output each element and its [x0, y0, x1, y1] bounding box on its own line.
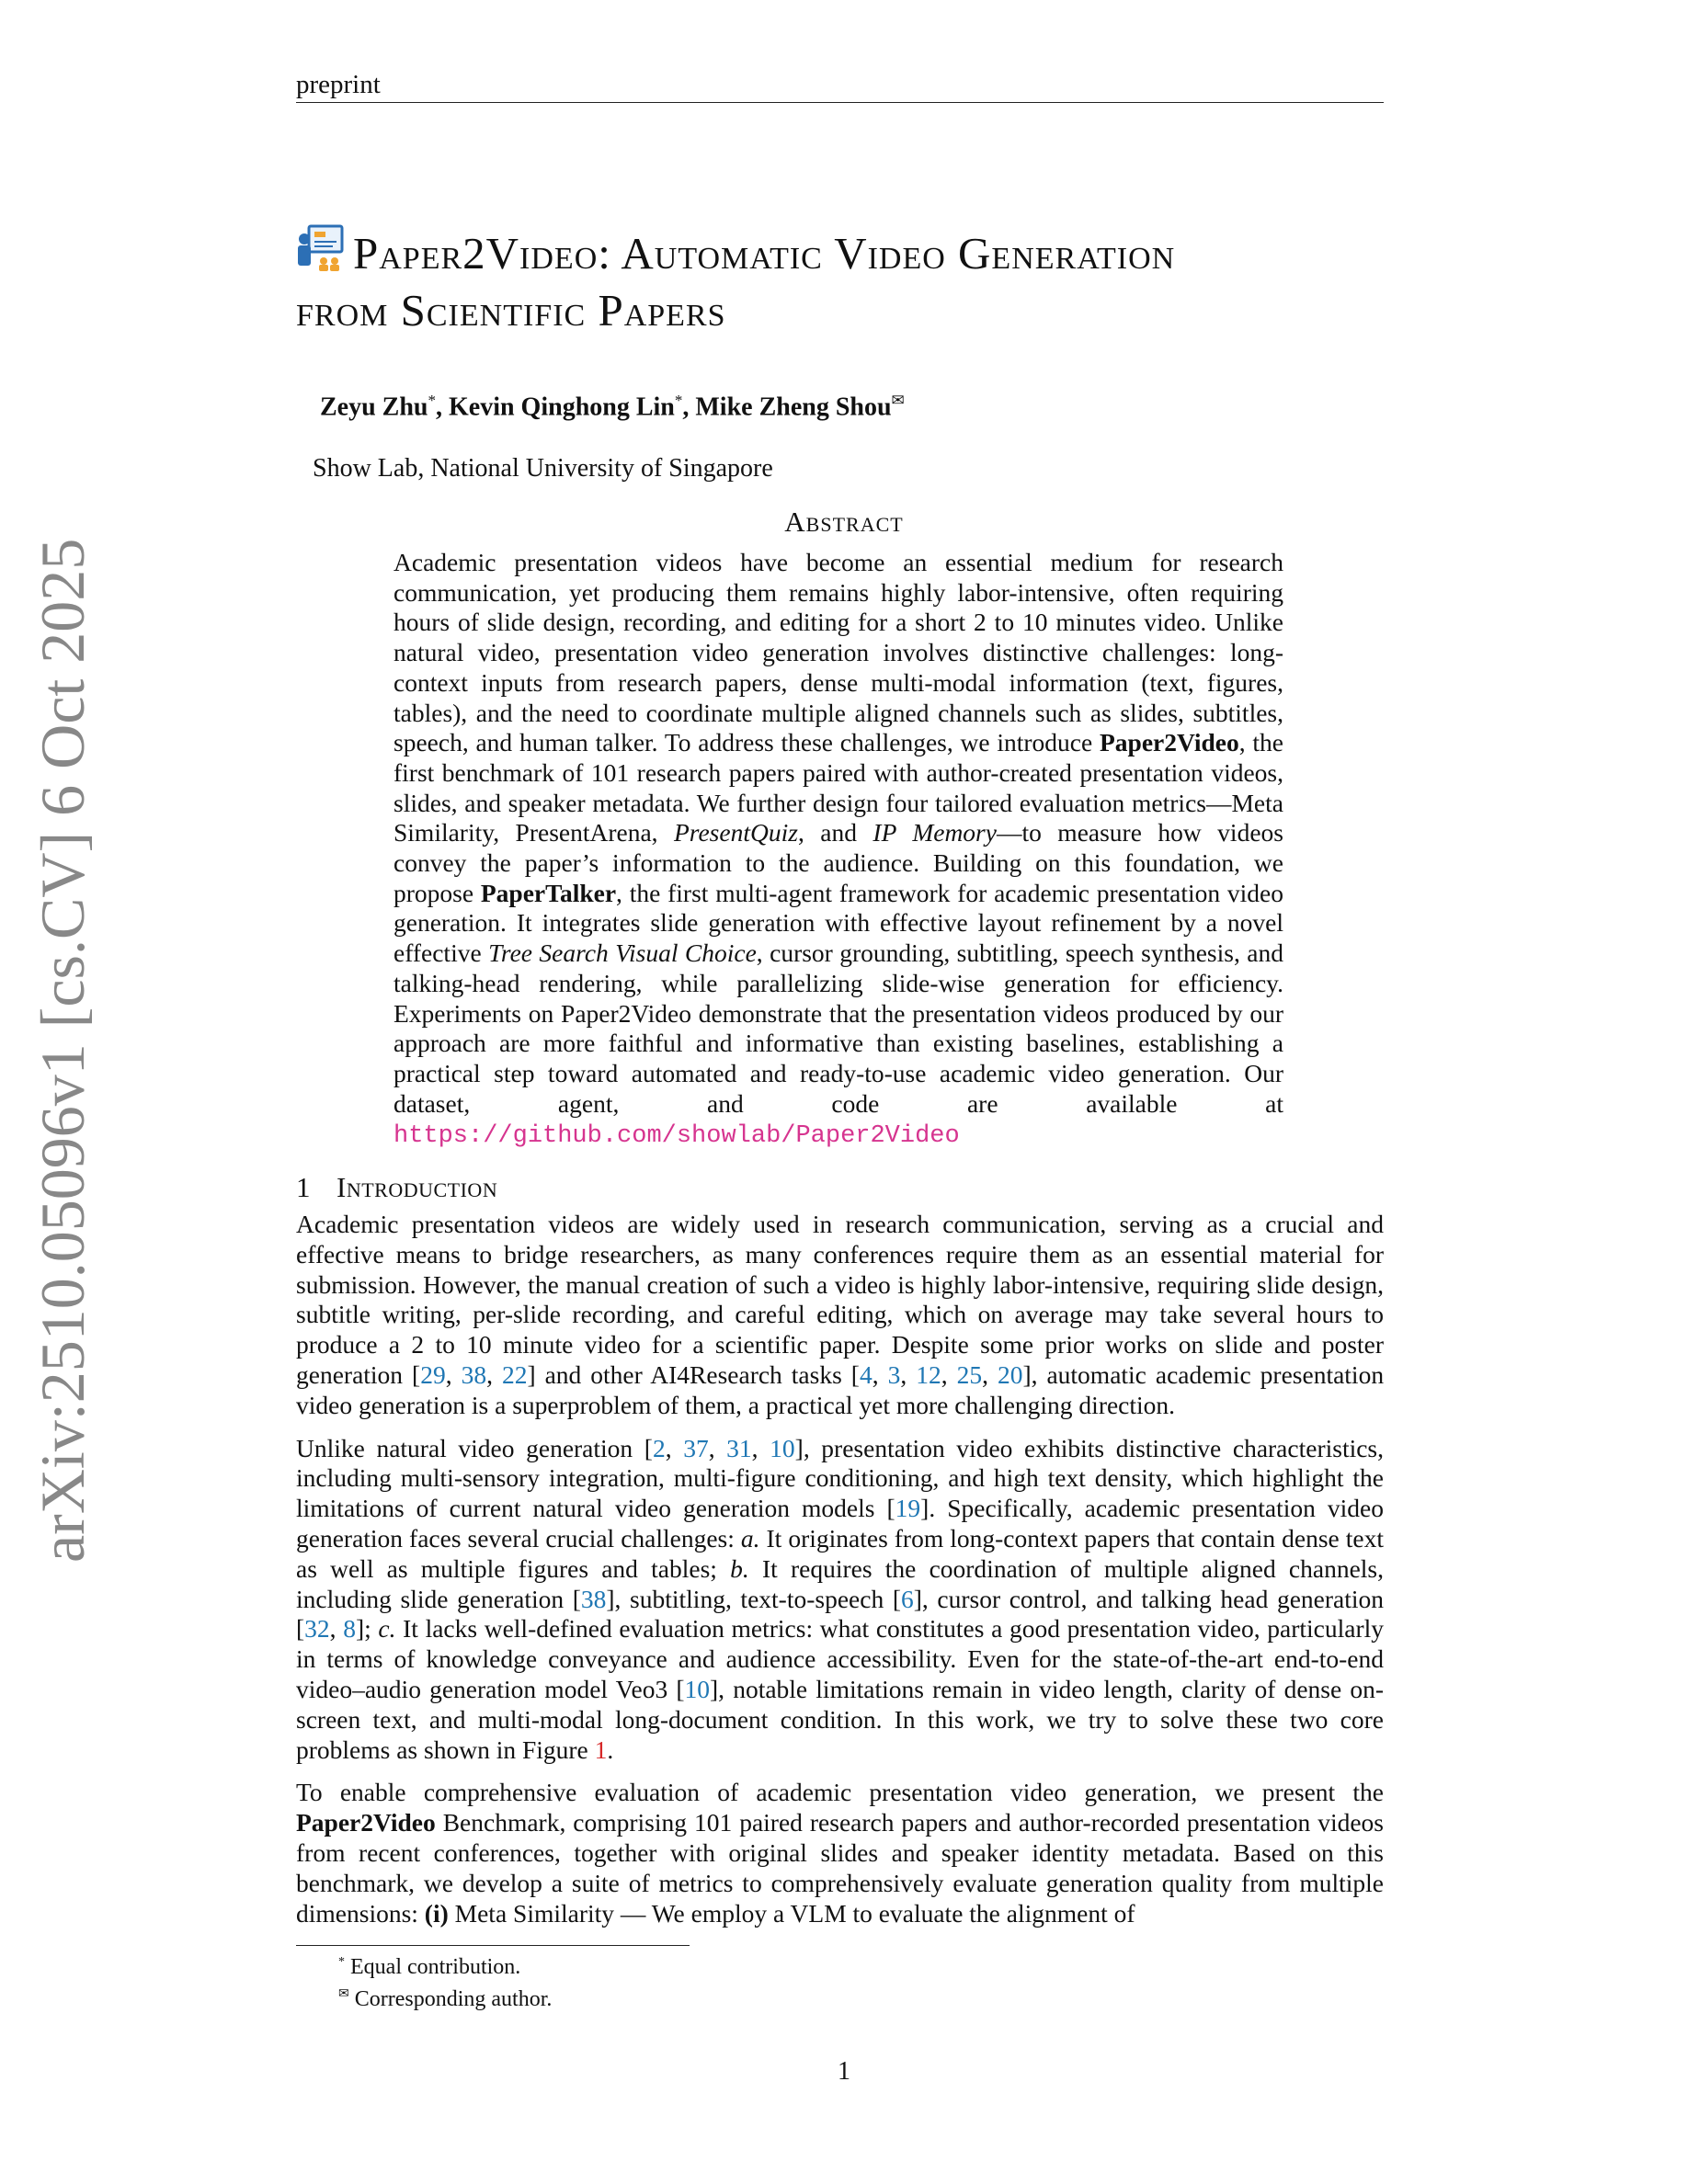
paragraph: To enable comprehensive evaluation of academic presentation video generation, we present the Paper2Video Benchmark, comprising 101 paired research papers and author-recorded presentation videos from recent conferences, together with original slides and speaker identity metadata. Based on this benchmark, we develop a suite of metrics to comprehensively evaluate generation quality from multiple dimensions: (i) Meta Similarity — We employ a VLM to evaluate the alignment of — [296, 1778, 1384, 1928]
citation-link[interactable]: 20 — [997, 1359, 1023, 1389]
footnote: ✉ Corresponding author. — [338, 1987, 553, 2011]
title-line-1: Paper2Video: Automatic Video Generation — [353, 228, 1176, 279]
github-link[interactable]: https://github.com/showlab/Paper2Video — [393, 1122, 960, 1151]
abstract-body: Academic presentation videos have become an essential medium for research communication, yet producing them remains highly labor-intensive, often requiring hours of slide design, recording, and editing for a short 2 to 10 minutes video. Unlike natural video, presentation video generation involves distinctive challenges: long-context inputs from research papers, dense multi-modal information (text, figures, tables), and the need to coordinate multiple aligned channels such as slides, subtitles, speech, and human talker. To address these challenges, we introduce Paper2Video, the first benchmark of 101 research papers paired with author-created presentation videos, slides, and speaker metadata. We further design four tailored evaluation metrics—Meta Similarity, PresentArena, PresentQuiz, and IP Memory—to measure how videos convey the paper’s information to the audience. Building on this foundation, we propose PaperTalker, the first multi-agent framework for academic presentation video generation. It integrates slide generation with effective layout refinement by a novel effective Tree Search Visual Choice, cursor grounding, subtitling, speech synthesis, and talking-head rendering, while parallelizing slide-wise generation for efficiency. Experiments on Paper2Video demonstrate that the presentation videos produced by our approach are more faithful and informative than existing baselines, establishing a practical step toward automated and ready-to-use academic video generation. Our dataset, agent, and code are available at https://github.com/showlab/Paper2Video — [393, 548, 1283, 1151]
running-head: preprint — [296, 70, 1384, 103]
figure-reference-link[interactable]: 1 — [594, 1735, 608, 1764]
author-name: Kevin Qinghong Lin — [449, 392, 675, 422]
citation-link[interactable]: 12 — [916, 1359, 941, 1389]
citation-link[interactable]: 29 — [420, 1359, 446, 1389]
section-heading — [296, 1171, 497, 1204]
citation-link[interactable]: 38 — [580, 1584, 607, 1613]
footnote-divider — [296, 1945, 690, 1946]
section-title: Introduction — [336, 1171, 498, 1203]
title-line-2: from Scientific Papers — [296, 285, 726, 336]
equal-contribution-mark: * — [428, 392, 436, 409]
introduction-body — [296, 1210, 1384, 1941]
footnotes — [338, 1949, 552, 2013]
citation-link[interactable]: 22 — [501, 1359, 528, 1389]
paragraph: Academic presentation videos are widely used in research communication, serving as a crucial and effective means to bridge researchers, as many conferences require them as an essential material for submission. However, the manual creation of such a video is highly labor-intensive, requiring slide design, subtitle writing, per-slide recording, and careful editing, which on average may take several hours to produce a 2 to 10 minute video for a scientific paper. Despite some prior works on slide and poster generation [29, 38, 22] and other AI4Research tasks [4, 3, 12, 25, 20], automatic academic presentation video generation is a superproblem of them, a practical yet more challenging direction. — [296, 1210, 1385, 1419]
affiliation: Show Lab, National University of Singapore — [313, 454, 773, 483]
citation-link[interactable]: 3 — [887, 1359, 901, 1389]
citation-link[interactable]: 10 — [684, 1674, 711, 1703]
citation-link[interactable]: 25 — [956, 1359, 983, 1389]
citation-link[interactable]: 31 — [726, 1433, 752, 1462]
author-name: Mike Zheng Shou — [695, 392, 892, 422]
presenter-board-icon — [296, 224, 344, 272]
paragraph: Unlike natural video generation [2, 37, 31, 10], presentation video exhibits distinctive characteristics, including multi-sensory integration, multi-figure conditioning, and high text density, which highlight the limitations of current natural video generation models [19]. Specifically, academic presentation video generation faces several crucial challenges: a. It originates from long-context papers that contain dense text as well as multiple figures and tables; b. It requires the coordination of multiple aligned channels, including slide generation [38], subtitling, text-to-speech [6], cursor control, and talking head generation [32, 8]; c. It lacks well-defined evaluation metrics: what constitutes a good presentation video, particularly in terms of knowledge conveyance and audience accessibility. Even for the state-of-the-art end-to-end video–audio generation model Veo3 [10], notable limitations remain in video length, clarity of dense on-screen text, and multi-modal long-document condition. In this work, we try to solve these two core problems as shown in Figure 1. — [296, 1433, 1385, 1764]
citation-link[interactable]: 37 — [683, 1433, 709, 1462]
citation-link[interactable]: 4 — [859, 1359, 873, 1389]
citation-link[interactable]: 38 — [461, 1359, 487, 1389]
citation-link[interactable]: 6 — [900, 1584, 914, 1613]
author-name: Zeyu Zhu — [320, 392, 428, 422]
footnote: * Equal contribution. — [338, 1955, 521, 1979]
section-number: 1 — [296, 1171, 311, 1203]
arxiv-side-stamp: arXiv:2510.05096v1 [cs.CV] 6 Oct 2025 — [28, 538, 97, 1563]
abstract-heading: Abstract — [784, 506, 904, 538]
citation-link[interactable]: 19 — [895, 1494, 921, 1523]
page-number: 1 — [838, 2057, 850, 2086]
paper-title — [296, 224, 1390, 339]
equal-contribution-mark: * — [674, 392, 683, 409]
author-list: Zeyu Zhu*, Kevin Qinghong Lin*, Mike Zheng Shou✉ — [320, 392, 905, 422]
envelope-icon: ✉ — [891, 392, 905, 409]
citation-link[interactable]: 32 — [304, 1614, 330, 1644]
envelope-icon: ✉ — [338, 1987, 349, 2001]
citation-link[interactable]: 8 — [343, 1614, 356, 1644]
citation-link[interactable]: 2 — [652, 1433, 666, 1462]
citation-link[interactable]: 10 — [770, 1433, 795, 1462]
